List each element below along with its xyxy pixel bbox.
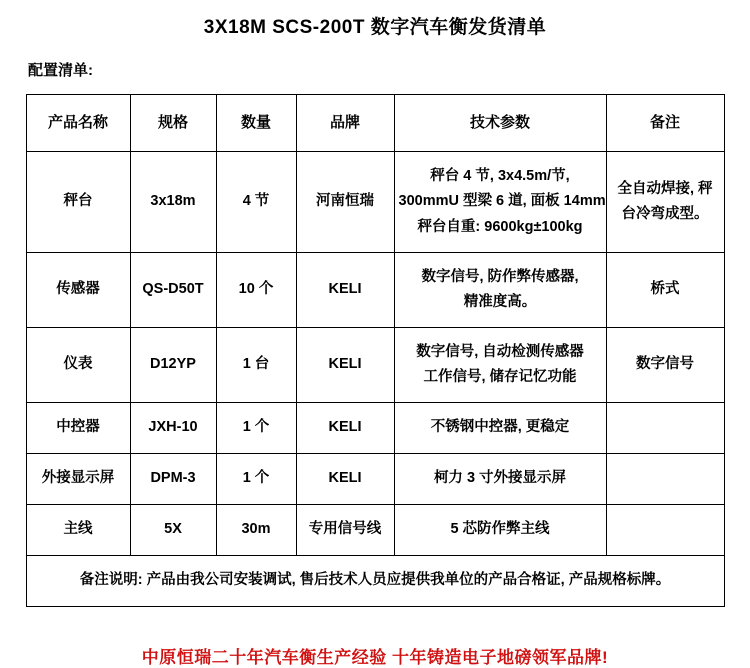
footer-slogan: 中原恒瑞二十年汽车衡生产经验 十年铸造电子地磅领军品牌! (141, 648, 609, 667)
cell-tech: 5 芯防作弊主线 (394, 505, 606, 556)
cell-qty: 1 台 (216, 328, 296, 403)
cell-brand: KELI (296, 253, 394, 328)
cell-spec: JXH-10 (130, 403, 216, 454)
cell-brand: KELI (296, 454, 394, 505)
table-row (26, 403, 724, 454)
cell-note (606, 505, 724, 556)
table-row (26, 328, 724, 403)
table-row (26, 152, 724, 253)
cell-note (606, 454, 724, 505)
cell-tech (394, 152, 606, 253)
table-row (26, 253, 724, 328)
column-header-name: 产品名称 (26, 95, 130, 152)
cell-brand: KELI (296, 403, 394, 454)
cell-brand: 河南恒瑞 (296, 152, 394, 253)
cell-tech (394, 253, 606, 328)
column-header-tech: 技术参数 (394, 95, 606, 152)
note-line: 全自动焊接, 秤 (617, 180, 713, 197)
table-footnote: 备注说明: 产品由我公司安装调试, 售后技术人员应提供我单位的产品合格证, 产品规格标牌。 (26, 556, 724, 607)
cell-product-name: 中控器 (26, 403, 130, 454)
note-line: 台冷弯成型。 (621, 206, 709, 222)
page-title: 3X18M SCS-200T 数字汽车衡发货清单 (203, 17, 547, 38)
cell-note (606, 403, 724, 454)
cell-qty: 4 节 (216, 152, 296, 253)
cell-note (606, 152, 724, 253)
table-row (26, 505, 724, 556)
column-header-brand: 品牌 (296, 95, 394, 152)
cell-product-name: 外接显示屏 (26, 454, 130, 505)
section-subtitle: 配置清单: (28, 62, 93, 79)
column-header-qty: 数量 (216, 95, 296, 152)
cell-qty: 30m (216, 505, 296, 556)
cell-brand: 专用信号线 (296, 505, 394, 556)
tech-line: 精准度高。 (463, 294, 537, 310)
cell-product-name: 仪表 (26, 328, 130, 403)
cell-qty: 10 个 (216, 253, 296, 328)
cell-qty: 1 个 (216, 454, 296, 505)
cell-spec: 5X (130, 505, 216, 556)
cell-spec: DPM-3 (130, 454, 216, 505)
cell-tech (394, 328, 606, 403)
tech-line: 秤台 4 节, 3x4.5m/节, (430, 167, 570, 184)
cell-spec: QS-D50T (130, 253, 216, 328)
table-header-row (26, 95, 724, 152)
cell-spec: 3x18m (130, 152, 216, 253)
table-footnote-row (26, 556, 724, 607)
cell-product-name: 传感器 (26, 253, 130, 328)
cell-product-name: 秤台 (26, 152, 130, 253)
cell-spec: D12YP (130, 328, 216, 403)
cell-note: 桥式 (606, 253, 724, 328)
cell-tech: 不锈钢中控器, 更稳定 (394, 403, 606, 454)
configuration-table (26, 94, 725, 607)
tech-line: 300mmU 型梁 6 道, 面板 14mm (398, 193, 606, 210)
tech-line: 工作信号, 储存记忆功能 (423, 369, 577, 385)
tech-line: 秤台自重: 9600kg±100kg (417, 218, 583, 235)
table-row (26, 454, 724, 505)
column-header-note: 备注 (606, 95, 724, 152)
cell-tech: 柯力 3 寸外接显示屏 (394, 454, 606, 505)
cell-product-name: 主线 (26, 505, 130, 556)
cell-note: 数字信号 (606, 328, 724, 403)
cell-qty: 1 个 (216, 403, 296, 454)
tech-line: 数字信号, 防作弊传感器, (421, 268, 579, 285)
cell-brand: KELI (296, 328, 394, 403)
tech-line: 数字信号, 自动检测传感器 (416, 343, 584, 360)
column-header-spec: 规格 (130, 95, 216, 152)
